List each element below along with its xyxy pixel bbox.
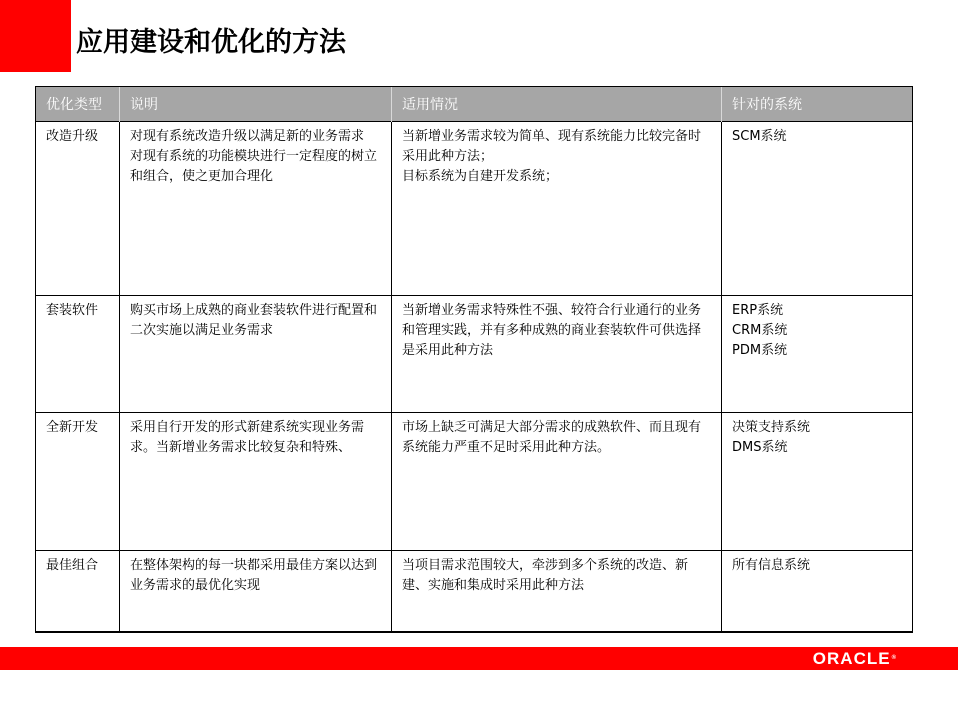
table-row [36,122,913,296]
oracle-logo [813,650,896,667]
conditions-text: 当新增业务需求较为简单、现有系统能力比较完备时采用此种方法； [402,129,702,164]
description-text: 购买市场上成熟的商业套装软件进行配置和二次实施以满足业务需求 [130,303,378,338]
cell-description [120,296,392,413]
description-text: 采用自行开发的形式新建系统实现业务需求。当新增业务需求比较复杂和特殊、 [130,420,365,455]
header-description: 说明 [120,87,392,122]
description-text: 在整体架构的每一块都采用最佳方案以达到业务需求的最优化实现 [130,558,378,593]
table-row [36,296,913,413]
cell-type: 套装软件 [36,296,120,413]
cell-type: 全新开发 [36,413,120,551]
cell-conditions [392,296,722,413]
conditions-text: 市场上缺乏可满足大部分需求的成熟软件、而且现有系统能力严重不足时采用此种方法。 [402,420,702,455]
system-name: 所有信息系统 [732,558,811,573]
conditions-text: 当新增业务需求特殊性不强、较符合行业通行的业务和管理实践，并有多种成熟的商业套装软件可供选择是采用此种方法 [402,303,702,358]
cell-description [120,413,392,551]
system-name: PDM系统 [732,343,788,358]
conditions-text: 目标系统为自建开发系统； [402,169,559,184]
header-systems: 针对的系统 [722,87,913,122]
system-name: ERP系统 [732,303,784,318]
conditions-text: 当项目需求范围较大，牵涉到多个系统的改造、新建、实施和集成时采用此种方法 [402,558,689,593]
cell-systems [722,413,913,551]
cell-conditions [392,551,722,633]
table-row [36,551,913,633]
page-title: 应用建设和优化的方法 [76,27,346,58]
oracle-logo-text: ORACLE [812,649,891,668]
description-text: 对现有系统改造升级以满足新的业务需求 [130,129,365,144]
system-name: SCM系统 [732,129,787,144]
header-conditions: 适用情况 [392,87,722,122]
system-name: CRM系统 [732,323,788,338]
cell-type: 最佳组合 [36,551,120,633]
cell-type: 改造升级 [36,122,120,296]
cell-conditions [392,122,722,296]
cell-systems [722,551,913,633]
methods-table-container [35,86,912,633]
description-text: 对现有系统的功能模块进行一定程度的树立和组合，使之更加合理化 [130,149,378,184]
registered-mark: ® [891,655,896,661]
corner-accent-block [0,0,71,72]
methods-table [35,86,913,633]
footer-bar [0,647,958,670]
table-row [36,413,913,551]
cell-description [120,122,392,296]
system-name: DMS系统 [732,440,788,455]
cell-systems [722,296,913,413]
cell-systems [722,122,913,296]
cell-description [120,551,392,633]
table-header-row [36,87,913,122]
system-name: 决策支持系统 [732,420,811,435]
cell-conditions [392,413,722,551]
header-type: 优化类型 [36,87,120,122]
